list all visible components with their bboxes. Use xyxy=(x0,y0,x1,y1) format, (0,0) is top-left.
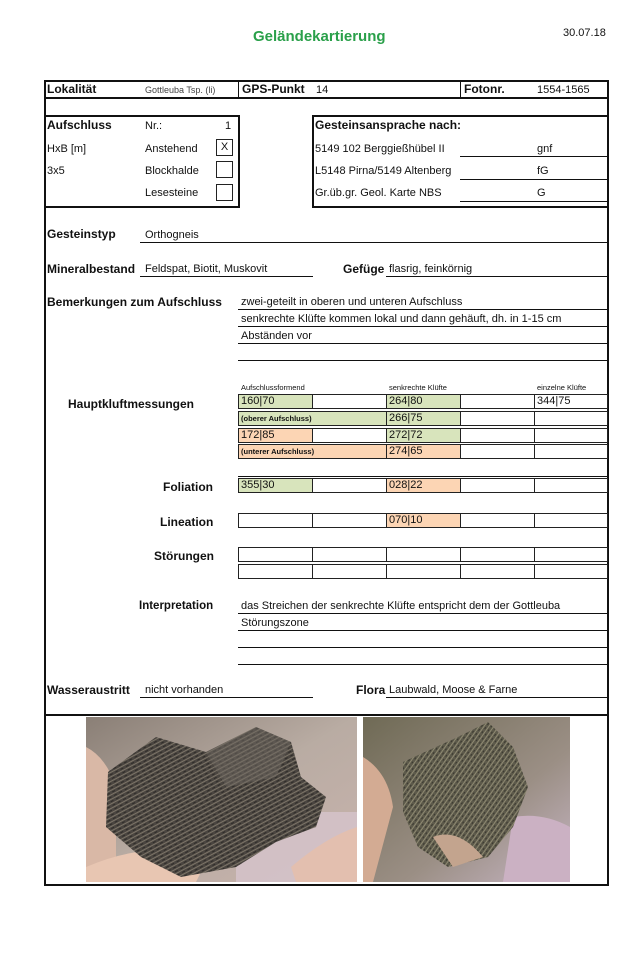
stoerung-r1-c1[interactable] xyxy=(238,547,313,562)
hxb-value: 3x5 xyxy=(47,165,65,177)
form-top-border xyxy=(44,80,609,82)
stoerung-r2-c5[interactable] xyxy=(534,564,608,579)
aufschluss-box-top xyxy=(44,115,239,117)
gps-label: GPS-Punkt xyxy=(242,82,305,96)
kluft-c1-r1[interactable]: 160|70 xyxy=(238,394,313,409)
lineation-c2[interactable] xyxy=(312,513,387,528)
flora-label: Flora xyxy=(356,683,386,697)
stoerung-r2-c4[interactable] xyxy=(460,564,535,579)
lineation-c4[interactable] xyxy=(460,513,535,528)
gps-value: 14 xyxy=(316,84,329,96)
aufschluss-box-bottom xyxy=(44,206,240,208)
wasseraustritt-label: Wasseraustritt xyxy=(47,683,130,697)
stoerung-r2-c1[interactable] xyxy=(238,564,313,579)
hxb-label: HxB [m] xyxy=(47,143,87,155)
kluft-c1-r2[interactable]: (oberer Aufschluss) xyxy=(238,411,387,426)
form-left-border xyxy=(44,80,46,886)
kluft-c3-r1[interactable]: 264|80 xyxy=(386,394,461,409)
underline xyxy=(386,276,608,277)
foliation-label: Foliation xyxy=(163,480,213,494)
gesteinsansprache-label: Gesteinsansprache nach: xyxy=(315,118,462,132)
aufschluss-label: Aufschluss xyxy=(47,118,112,132)
gestein-box-top xyxy=(312,115,609,117)
gesteinstyp-value: Orthogneis xyxy=(145,229,199,241)
kluft-c5-r4[interactable] xyxy=(534,444,608,459)
row1-bottom-border xyxy=(44,97,609,99)
underline xyxy=(238,326,608,327)
kluft-c5-r2[interactable] xyxy=(534,411,608,426)
lokalitaet-label: Lokalität xyxy=(47,82,97,96)
divider xyxy=(238,80,239,98)
stoerung-r2-c2[interactable] xyxy=(312,564,387,579)
interpretation-line-2: Störungszone xyxy=(241,617,309,629)
date: 30.07.18 xyxy=(563,27,606,39)
gestein-box-left xyxy=(312,115,314,207)
kluft-c3-r2[interactable]: 266|75 xyxy=(386,411,461,426)
underline xyxy=(238,613,608,614)
mineralbestand-value: Feldspat, Biotit, Muskovit xyxy=(145,263,268,275)
source-3: Gr.üb.gr. Geol. Karte NBS xyxy=(315,187,442,199)
nr-value: 1 xyxy=(225,120,232,132)
nr-label: Nr.: xyxy=(145,120,163,132)
code-1: gnf xyxy=(537,143,553,155)
gestein-box-bottom xyxy=(312,206,609,208)
underline xyxy=(140,242,608,243)
kluft-c4-r4[interactable] xyxy=(460,444,535,459)
gefuege-value: flasrig, feinkörnig xyxy=(389,263,473,275)
kluft-c4-r2[interactable] xyxy=(460,411,535,426)
page-title: Geländekartierung xyxy=(253,28,386,45)
flora-value: Laubwald, Moose & Farne xyxy=(389,684,518,696)
kluft-c3-r4[interactable]: 274|65 xyxy=(386,444,461,459)
gefuege-label: Gefüge xyxy=(343,262,385,276)
divider xyxy=(460,201,608,202)
underline xyxy=(140,697,313,698)
stoerung-r1-c5[interactable] xyxy=(534,547,608,562)
foliation-c4[interactable] xyxy=(460,478,535,493)
kluft-c4-r1[interactable] xyxy=(460,394,535,409)
code-2: fG xyxy=(537,165,549,177)
underline xyxy=(140,276,313,277)
aufschluss-box-right xyxy=(238,115,240,207)
option-label-blockhalde: Blockhalde xyxy=(145,165,199,177)
interpretation-line-1: das Streichen der senkrechte Klüfte entspricht dem der Gottleuba xyxy=(241,600,561,612)
mineralbestand-label: Mineralbestand xyxy=(47,262,136,276)
option-label-anstehend: Anstehend xyxy=(145,143,198,155)
photo-section-top-border xyxy=(44,714,609,716)
col-header-aufschlussformend: Aufschlussformend xyxy=(241,383,305,392)
bemerkungen-line-2: senkrechte Klüfte kommen lokal und dann gehäuft, dh. in 1-15 cm xyxy=(241,313,562,325)
kluft-c5-r1[interactable]: 344|75 xyxy=(534,394,608,409)
lineation-label: Lineation xyxy=(160,515,214,529)
stoerungen-label: Störungen xyxy=(154,549,214,563)
source-2: L5148 Pirna/5149 Altenberg xyxy=(315,165,452,177)
foto-value: 1554-1565 xyxy=(537,84,590,96)
kluft-c2-r3[interactable] xyxy=(312,428,387,443)
interpretation-label: Interpretation xyxy=(139,600,214,612)
checkbox-lesesteine[interactable] xyxy=(216,184,233,201)
underline xyxy=(238,343,608,344)
kluft-c3-r3[interactable]: 272|72 xyxy=(386,428,461,443)
col-header-senkrechte: senkrechte Klüfte xyxy=(389,383,447,392)
underline xyxy=(238,360,608,361)
underline xyxy=(238,647,608,648)
underline xyxy=(238,664,608,665)
hauptkluft-label: Hauptkluftmessungen xyxy=(68,397,195,411)
option-label-lesesteine: Lesesteine xyxy=(145,187,199,199)
foliation-c5[interactable] xyxy=(534,478,608,493)
foliation-c1[interactable]: 355|30 xyxy=(238,478,313,493)
divider xyxy=(460,80,461,98)
col-header-einzelne: einzelne Klüfte xyxy=(537,383,587,392)
rock-sample-photo-left xyxy=(86,717,357,882)
divider xyxy=(238,476,608,477)
stoerung-r1-c4[interactable] xyxy=(460,547,535,562)
underline xyxy=(386,697,608,698)
checkbox-blockhalde[interactable] xyxy=(216,161,233,178)
stoerung-r1-c3[interactable] xyxy=(386,547,461,562)
code-3: G xyxy=(537,187,546,199)
form-bottom-border xyxy=(44,884,609,886)
kluft-c5-r3[interactable] xyxy=(534,428,608,443)
gesteinstyp-label: Gesteinstyp xyxy=(47,227,116,241)
kluft-c2-r1[interactable] xyxy=(312,394,387,409)
underline xyxy=(238,309,608,310)
foto-label: Fotonr. xyxy=(464,82,505,96)
kluft-c1-r3[interactable]: 172|85 xyxy=(238,428,313,443)
lineation-c3[interactable]: 070|10 xyxy=(386,513,461,528)
stoerung-r2-c3[interactable] xyxy=(386,564,461,579)
stoerung-r1-c2[interactable] xyxy=(312,547,387,562)
source-1: 5149 102 Berggießhübel II xyxy=(315,143,445,155)
foliation-c3[interactable]: 028|22 xyxy=(386,478,461,493)
kluft-c1-r4[interactable]: (unterer Aufschluss) xyxy=(238,444,387,459)
lokalitaet-value: Gottleuba Tsp. (li) xyxy=(145,85,216,95)
lineation-c1[interactable] xyxy=(238,513,313,528)
divider xyxy=(460,156,608,157)
kluft-c4-r3[interactable] xyxy=(460,428,535,443)
bemerkungen-line-3: Abständen vor xyxy=(241,330,312,342)
bemerkungen-label: Bemerkungen zum Aufschluss xyxy=(47,295,222,309)
divider xyxy=(460,179,608,180)
foliation-c2[interactable] xyxy=(312,478,387,493)
bemerkungen-line-1: zwei-geteilt in oberen und unteren Aufschluss xyxy=(241,296,463,308)
wasseraustritt-value: nicht vorhanden xyxy=(145,684,224,696)
checkbox-anstehend[interactable]: X xyxy=(216,139,233,156)
underline xyxy=(238,630,608,631)
rock-sample-photo-right xyxy=(363,717,570,882)
lineation-c5[interactable] xyxy=(534,513,608,528)
